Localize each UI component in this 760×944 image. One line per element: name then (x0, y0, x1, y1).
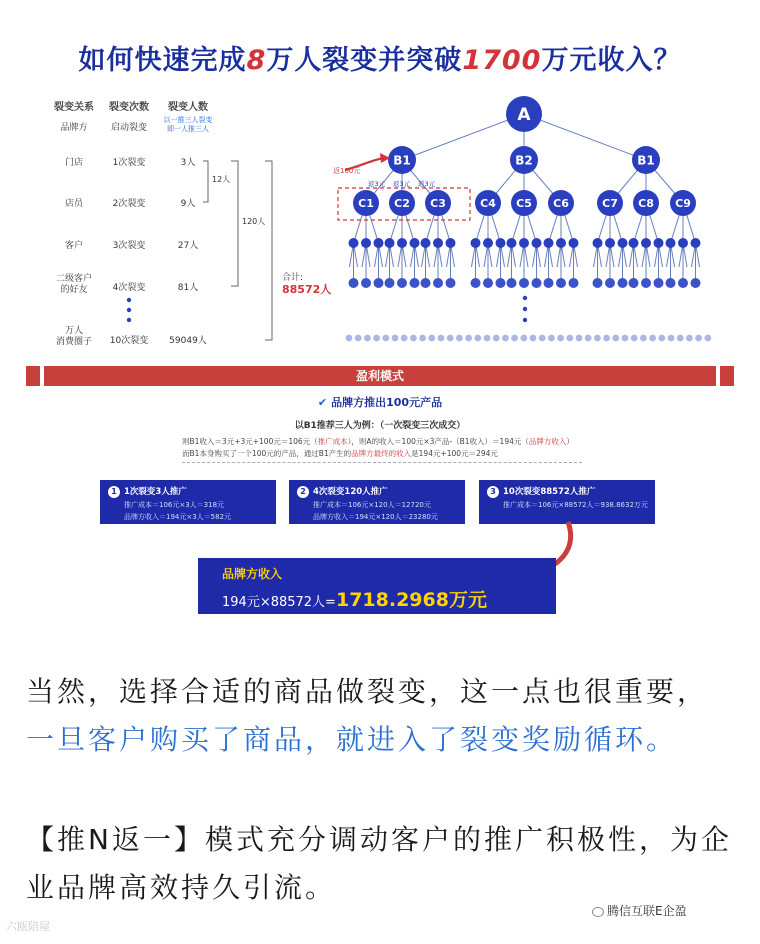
progress-dot (594, 335, 601, 342)
progress-dot (603, 335, 610, 342)
node-d (374, 238, 384, 248)
node-e (471, 278, 481, 288)
progress-dot (530, 335, 537, 342)
node-e (532, 278, 542, 288)
node-d (385, 238, 395, 248)
node-d (349, 238, 359, 248)
node-e (629, 278, 639, 288)
row-count: 2次裂变 (112, 199, 146, 209)
progress-dot (465, 335, 472, 342)
node-b-label: B2 (515, 153, 533, 168)
node-d (618, 238, 628, 248)
progress-dot (548, 335, 555, 342)
row-count: 1次裂变 (112, 158, 146, 168)
calc-line-1: 则B1收入＝3元+3元+100元＝106元（推广成本），则A的收入＝100元×3产品-（B1收入）＝194元（品牌方收入） (182, 437, 574, 446)
row-brand-note: 以一推三人裂变 即一人推三人 (163, 116, 213, 133)
node-d (629, 238, 639, 248)
page-title: 如何快速完成8万人裂变并突破1700万元收入？ (78, 45, 682, 76)
node-e (593, 278, 603, 288)
total-value: 88572人 (282, 283, 332, 296)
profit-model-banner (26, 366, 734, 386)
tag-3: 返3元 (368, 180, 386, 188)
progress-dot (704, 335, 711, 342)
node-e (691, 278, 701, 288)
tag-3: 返3元 (393, 180, 411, 188)
row-count: 10次裂变 (109, 336, 149, 346)
node-c-label: C8 (638, 196, 654, 210)
progress-dot (539, 335, 546, 342)
node-c-label: C7 (602, 196, 618, 210)
bracket-120-label: 120人 (242, 217, 266, 226)
node-e (507, 278, 517, 288)
node-b-label: B1 (637, 153, 655, 168)
node-c-label: C9 (675, 196, 691, 210)
node-e (641, 278, 651, 288)
table-dots (127, 298, 131, 322)
node-d (678, 238, 688, 248)
node-e (666, 278, 676, 288)
node-c-label: C5 (516, 196, 532, 210)
node-d (691, 238, 701, 248)
row-relation: 二级客户 的好友 (55, 274, 92, 295)
dots-row (346, 335, 712, 342)
node-c-label: C2 (394, 196, 410, 210)
progress-dot (622, 335, 629, 342)
progress-dot (438, 335, 445, 342)
progress-dot (520, 335, 527, 342)
node-c-label: C6 (553, 196, 569, 210)
node-d (361, 238, 371, 248)
brand-income-box (198, 558, 556, 614)
row-people: 9人 (180, 199, 196, 209)
progress-dot (392, 335, 399, 342)
tag-3: 返3元 (418, 180, 436, 188)
node-d (556, 238, 566, 248)
progress-dot (612, 335, 619, 342)
node-e (397, 278, 407, 288)
node-e (519, 278, 529, 288)
progress-dot (502, 335, 509, 342)
progress-dot (585, 335, 592, 342)
row-people: 59049人 (169, 336, 207, 346)
node-d (519, 238, 529, 248)
progress-dot (355, 335, 362, 342)
tag-100: 返100元 (333, 167, 361, 175)
row-brand-count: 启动裂变 (110, 123, 147, 133)
node-e (654, 278, 664, 288)
progress-dot (677, 335, 684, 342)
node-d (544, 238, 554, 248)
node-e (483, 278, 493, 288)
node-e (385, 278, 395, 288)
paragraph-1: 当然，选择合适的商品做裂变，这一点也很重要，一旦客户购买了商品，就进入了裂变奖励循环。 (26, 675, 709, 756)
brackets (203, 161, 272, 340)
row-relation: 客户 (64, 241, 83, 251)
paragraph-2: 【推N返一】模式充分调动客户的推广积极性，为企业品牌高效持久引流。 (26, 823, 732, 904)
node-e (544, 278, 554, 288)
node-d (593, 238, 603, 248)
node-d (421, 238, 431, 248)
node-d (496, 238, 506, 248)
launch-statement: ✔ 品牌方推出100元产品 (317, 396, 443, 409)
progress-dot (576, 335, 583, 342)
node-d (532, 238, 542, 248)
progress-dot (493, 335, 500, 342)
progress-dot (668, 335, 675, 342)
row-people: 27人 (177, 241, 199, 251)
progress-dot (566, 335, 573, 342)
node-e (410, 278, 420, 288)
stage-card: 2 4次裂变120人推广 推广成本＝106元×120人＝12720元 品牌方收入＝194元×120人＝23280元 (289, 480, 465, 524)
row-brand-relation: 品牌方 (60, 123, 88, 133)
row-relation: 万人 消费圈子 (55, 326, 92, 347)
node-c-label: C4 (480, 196, 496, 210)
row-people: 3人 (180, 158, 196, 168)
node-e (374, 278, 384, 288)
tree-dots (523, 296, 527, 322)
row-people: 81人 (177, 283, 199, 293)
progress-dot (456, 335, 463, 342)
node-e (433, 278, 443, 288)
progress-dot (658, 335, 665, 342)
progress-dot (631, 335, 638, 342)
progress-dot (346, 335, 353, 342)
node-e (496, 278, 506, 288)
wechat-icon (592, 907, 604, 917)
node-d (483, 238, 493, 248)
total-label: 合计: (282, 273, 304, 283)
node-d (433, 238, 443, 248)
node-d (666, 238, 676, 248)
calc-line-2: 而B1本身购买了一个100元的产品，通过B1产生的品牌方最终的收入是194元+100元＝294元 (182, 449, 498, 458)
header-relation: 裂变关系 (54, 102, 94, 113)
watermark-left: 六瓯陪屋 (6, 920, 50, 933)
progress-dot (557, 335, 564, 342)
income-result: 1718.2968万元 (335, 589, 487, 611)
fission-tree-diagram (0, 0, 760, 360)
progress-dot (410, 335, 417, 342)
node-e (556, 278, 566, 288)
progress-dot (447, 335, 454, 342)
bracket-12-label: 12人 (212, 175, 231, 184)
node-e (569, 278, 579, 288)
progress-dot (474, 335, 481, 342)
node-d (605, 238, 615, 248)
node-e (421, 278, 431, 288)
node-d (471, 238, 481, 248)
node-e (361, 278, 371, 288)
node-e (446, 278, 456, 288)
income-formula: 194元×88572人= (222, 595, 336, 610)
progress-dot (419, 335, 426, 342)
node-a-label: A (517, 105, 531, 126)
node-b-label: B1 (393, 153, 411, 168)
node-d (507, 238, 517, 248)
node-d (654, 238, 664, 248)
node-c-label: C3 (430, 196, 446, 210)
node-d (446, 238, 456, 248)
node-d (641, 238, 651, 248)
node-e (618, 278, 628, 288)
progress-dot (364, 335, 371, 342)
node-d (410, 238, 420, 248)
node-c-label: C1 (358, 196, 374, 210)
progress-dot (401, 335, 408, 342)
row-count: 4次裂变 (112, 283, 146, 293)
node-d (397, 238, 407, 248)
progress-dot (373, 335, 380, 342)
node-d (569, 238, 579, 248)
progress-dot (428, 335, 435, 342)
node-e (678, 278, 688, 288)
progress-dot (382, 335, 389, 342)
progress-dot (640, 335, 647, 342)
progress-dot (695, 335, 702, 342)
banner-title: 盈利模式 (44, 366, 716, 386)
progress-dot (484, 335, 491, 342)
progress-dot (649, 335, 656, 342)
check-icon: ✔ (317, 396, 328, 409)
stage-card: 3 10次裂变88572人推广 推广成本＝106元×88572人＝938.8632万元 (479, 480, 655, 524)
header-people: 裂变人数 (168, 102, 208, 113)
progress-dot (511, 335, 518, 342)
progress-dot (686, 335, 693, 342)
header-count: 裂变次数 (109, 102, 149, 113)
stage-card: 1 1次裂变3人推广 推广成本＝106元×3人＝318元 品牌方收入＝194元×3人＝582元 (100, 480, 276, 524)
row-relation: 门店 (64, 158, 83, 168)
node-e (349, 278, 359, 288)
row-count: 3次裂变 (112, 241, 146, 251)
watermark-right: 腾信互联E企盈 (590, 902, 689, 919)
node-e (605, 278, 615, 288)
example-line: 以B1推荐三人为例：（一次裂变三次成交） (294, 421, 466, 431)
income-label: 品牌方收入 (222, 567, 283, 581)
row-relation: 店员 (64, 199, 83, 209)
divider (182, 462, 582, 463)
